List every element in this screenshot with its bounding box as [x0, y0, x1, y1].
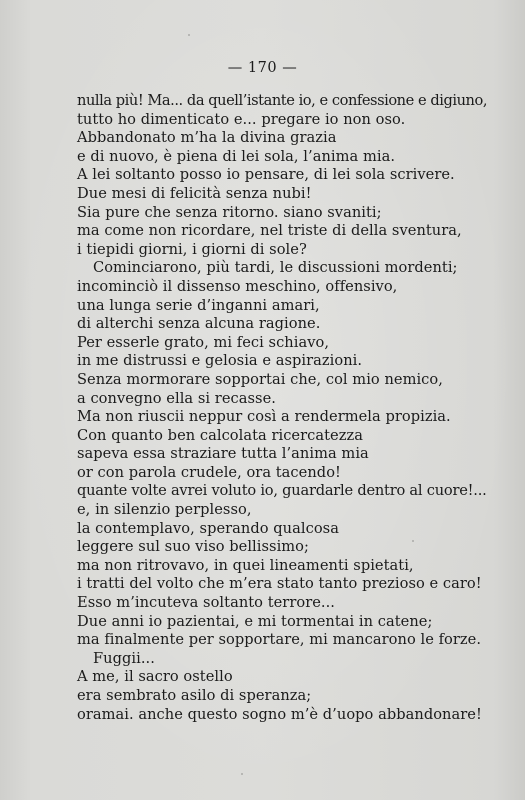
text-line: Sia pure che senza ritorno. siano svaniti; [77, 203, 382, 221]
text-line: leggere sul suo viso bellissimo; [77, 538, 309, 556]
text-line: ma finalmente per sopportare, mi mancarono le forze. [77, 631, 482, 649]
text-line: or con parola crudele, ora tacendo! [77, 463, 341, 481]
text-line: la contemplavo, sperando qualcosa [77, 519, 339, 537]
text-line: ma non ritrovavo, in quei lineamenti spietati, [77, 556, 414, 574]
text-line: A me, il sacro ostello [77, 668, 233, 686]
text-line: incominciò il dissenso meschino, offensivo, [77, 277, 398, 295]
text-line: Ma non riuscii neppur così a rendermela propizia. [77, 408, 451, 426]
paper-speck [412, 540, 414, 542]
text-line: e di nuovo, è piena di lei sola, l’anima mia. [77, 147, 396, 165]
text-line: Cominciarono, più tardi, le discussioni mordenti; [93, 259, 458, 277]
text-line: Senza mormorare sopportai che, col mio nemico, [77, 370, 443, 388]
text-line: Fuggii... [93, 649, 155, 667]
text-line: Abbandonato m’ha la divina grazia [77, 129, 337, 147]
text-line: tutto ho dimenticato e... pregare io non oso. [77, 110, 406, 128]
poem-text [77, 92, 487, 724]
text-line: Due anni io pazientai, e mi tormentai in catene; [77, 612, 433, 630]
text-line: A lei soltanto posso io pensare, di lei sola scrivere. [77, 166, 455, 184]
text-line: Esso m’incuteva soltanto terrore... [77, 594, 335, 612]
text-line: a convegno ella si recasse. [77, 389, 276, 407]
text-line: era sembrato asilo di speranza; [77, 687, 312, 704]
page-number: — 170 — [227, 60, 298, 76]
text-line: Per esserle grato, mi feci schiavo, [77, 333, 330, 351]
text-line: ma come non ricordare, nel triste di della sventura, [77, 222, 462, 240]
text-line: e, in silenzio perplesso, [77, 501, 252, 519]
text-line: in me distrussi e gelosia e aspirazioni. [77, 352, 363, 370]
text-line: Due mesi di felicità senza nubi! [77, 184, 312, 202]
text-line: i tratti del volto che m’era stato tanto prezioso e caro! [77, 575, 482, 593]
paper-speck [188, 34, 190, 36]
text-line: di alterchi senza alcuna ragione. [77, 315, 321, 333]
paper-speck [241, 773, 243, 775]
text-line: Con quanto ben calcolata ricercatezza [77, 426, 363, 444]
text-line: sapeva essa straziare tutta l’anima mia [77, 445, 369, 463]
text-line: nulla più! Ma... da quell’istante io, e confessione e digiuno, [77, 92, 488, 109]
text-line: quante volte avrei voluto io, guardarle dentro al cuore!... [77, 482, 487, 500]
text-line: i tiepidi giorni, i giorni di sole? [77, 240, 307, 258]
text-line: oramai. anche questo sogno m’è d’uopo abbandonare! [77, 705, 482, 723]
text-line: una lunga serie d’inganni amari, [77, 296, 320, 314]
